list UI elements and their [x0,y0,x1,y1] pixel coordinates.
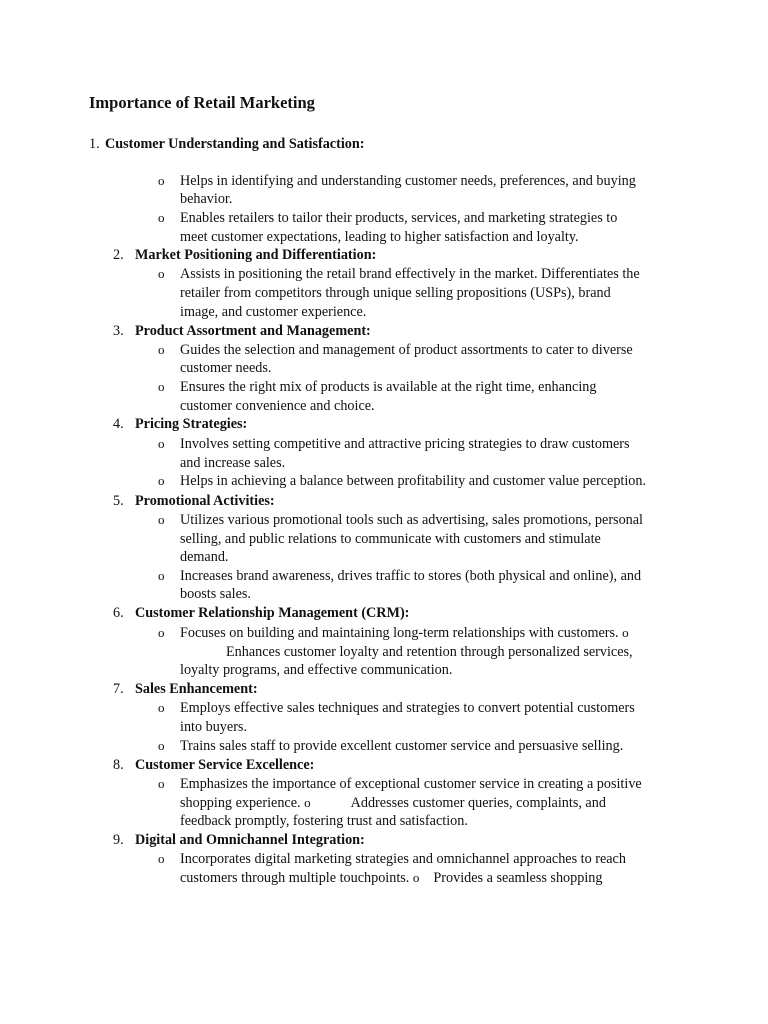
bullet-text: retailer from competitors through unique selling propositions (USPs), brand [180,285,611,301]
bullet-text: Employs effective sales techniques and strategies to convert potential customers [180,700,635,716]
bullet-text: Helps in achieving a balance between profitability and customer value perception. [180,473,647,489]
bullet-text: Provides a seamless shopping [433,870,603,886]
bullet-text: into buyers. [180,719,247,735]
bullet-text: Helps in identifying and understanding customer needs, preferences, and buying [180,173,636,189]
bullet-marker: o [158,379,165,394]
section-number: 9. [113,832,124,848]
bullet-marker: o [158,738,165,753]
bullet-text: Enhances customer loyalty and retention through personalized services, [226,644,633,660]
section-heading: Promotional Activities: [135,493,275,509]
bullet-text: Assists in positioning the retail brand effectively in the market. Differentiates the [180,266,640,282]
bullet-marker: o [158,700,165,715]
bullet-marker: o [158,210,165,225]
bullet-text-line [180,794,606,812]
bullet-text: and increase sales. [180,455,286,471]
bullet-text: Enables retailers to tailor their products, services, and marketing strategies to [180,210,618,226]
bullet-marker: o [158,473,165,488]
bullet-text: Ensures the right mix of products is available at the right time, enhancing [180,379,597,395]
bullet-marker: o [158,568,165,583]
bullet-text-line [180,624,629,642]
bullet-text: customers through multiple touchpoints. [180,870,410,886]
bullet-text: Addresses customer queries, complaints, and [350,795,606,811]
bullet-marker: o [158,436,165,451]
bullet-marker: o [158,776,165,791]
section-heading: Pricing Strategies: [135,416,248,432]
bullet-text: meet customer expectations, leading to higher satisfaction and loyalty. [180,229,579,245]
bullet-marker: o [158,173,165,188]
section-heading: Customer Relationship Management (CRM): [135,605,410,621]
bullet-text: Utilizes various promotional tools such as advertising, sales promotions, personal [180,512,643,528]
bullet-marker: o [158,342,165,357]
section-heading: Customer Understanding and Satisfaction: [105,136,365,152]
bullet-text: loyalty programs, and effective communication. [180,662,453,678]
bullet-text: Involves setting competitive and attractive pricing strategies to draw customers [180,436,630,452]
bullet-marker: o [158,266,165,281]
bullet-text: image, and customer experience. [180,304,367,320]
section-heading: Sales Enhancement: [135,681,258,697]
bullet-text: demand. [180,549,229,565]
bullet-marker: o [622,625,629,640]
section-number: 1. [89,136,100,152]
section-number: 6. [113,605,124,621]
bullet-text: Incorporates digital marketing strategies and omnichannel approaches to reach [180,851,626,867]
section-number: 3. [113,323,124,339]
bullet-text: Trains sales staff to provide excellent customer service and persuasive selling. [180,738,624,754]
section-heading: Digital and Omnichannel Integration: [135,832,365,848]
section-number: 5. [113,493,124,509]
bullet-text: customer convenience and choice. [180,398,375,414]
bullet-text: boosts sales. [180,586,251,602]
bullet-text: customer needs. [180,360,272,376]
bullet-text: Emphasizes the importance of exceptional customer service in creating a positive [180,776,642,792]
bullet-marker: o [412,870,420,885]
bullet-text: feedback promptly, fostering trust and satisfaction. [180,813,468,829]
section-number: 8. [113,757,124,773]
bullet-text: selling, and public relations to communicate with customers and stimulate [180,531,601,547]
section-heading: Product Assortment and Management: [135,323,371,339]
bullet-marker: o [158,625,165,640]
document-title: Importance of Retail Marketing [89,93,315,112]
bullet-text: behavior. [180,191,233,207]
section-number: 4. [113,416,124,432]
section-number: 2. [113,247,124,263]
bullet-text: Guides the selection and management of product assortments to cater to diverse [180,342,633,358]
bullet-text: Focuses on building and maintaining long-term relationships with customers. [180,625,619,641]
bullet-text: shopping experience. [180,795,301,811]
section-heading: Customer Service Excellence: [135,757,315,773]
bullet-marker: o [158,851,165,866]
bullet-text: Increases brand awareness, drives traffic to stores (both physical and online), and [180,568,642,584]
bullet-text-line [180,869,602,887]
bullet-marker: o [304,795,311,810]
bullet-marker: o [158,512,165,527]
section-heading: Market Positioning and Differentiation: [135,247,377,263]
section-number: 7. [113,681,124,697]
